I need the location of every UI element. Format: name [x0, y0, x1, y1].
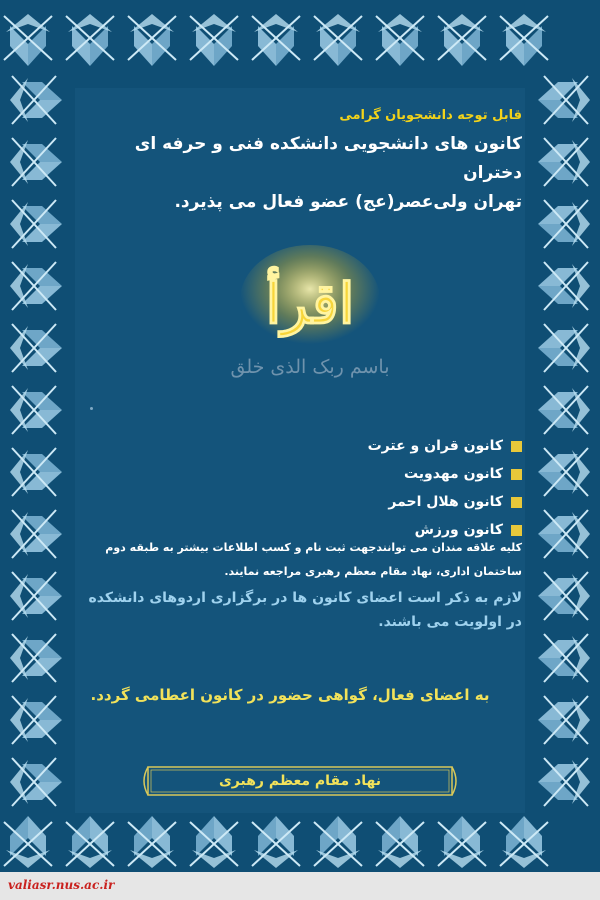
footer-organization: نهاد مقام معظم رهبری	[218, 773, 382, 789]
club-name: کانون هلال احمر	[388, 494, 503, 510]
border-motif-icon	[376, 816, 424, 868]
calligraphy-main: اقرأ	[265, 271, 355, 337]
border-motif-icon	[10, 138, 62, 186]
border-motif-icon	[128, 14, 176, 66]
notice-heading: قابل توجه دانشجویان گرامی	[339, 108, 522, 123]
border-motif-icon	[66, 14, 114, 66]
list-item	[222, 460, 522, 488]
club-name: کانون قران و عترت	[367, 438, 503, 454]
club-name: کانون مهدویت	[403, 466, 503, 482]
border-motif-icon	[538, 510, 590, 558]
priority-note-line-1: لازم به ذکر است اعضای کانون ها در برگزاری اردوهای دانشکده	[88, 590, 522, 606]
square-bullet-icon	[511, 441, 522, 452]
iqra-calligraphy	[225, 245, 395, 395]
border-motif-icon	[538, 634, 590, 682]
border-motif-icon	[10, 572, 62, 620]
border-motif-icon	[538, 200, 590, 248]
square-bullet-icon	[511, 469, 522, 480]
priority-note	[82, 586, 522, 634]
border-motif-icon	[500, 816, 548, 868]
registration-info-line-2: ساختمان اداری، نهاد مقام معظم رهبری مراجعه نمایند.	[224, 565, 522, 578]
club-list	[222, 432, 522, 544]
border-motif-icon	[500, 14, 548, 66]
border-motif-icon	[538, 696, 590, 744]
border-motif-icon	[190, 816, 238, 868]
border-motif-icon	[10, 448, 62, 496]
border-motif-icon	[538, 758, 590, 806]
border-motif-icon	[314, 816, 362, 868]
border-motif-icon	[10, 696, 62, 744]
border-motif-icon	[538, 76, 590, 124]
border-motif-icon	[538, 572, 590, 620]
border-motif-icon	[538, 324, 590, 372]
square-bullet-icon	[511, 497, 522, 508]
border-motif-icon	[10, 634, 62, 682]
registration-info	[82, 536, 522, 584]
border-motif-icon	[538, 448, 590, 496]
border-motif-icon	[10, 510, 62, 558]
border-motif-icon	[376, 14, 424, 66]
border-motif-icon	[438, 816, 486, 868]
border-motif-icon	[438, 14, 486, 66]
list-item	[222, 432, 522, 460]
headline	[82, 130, 522, 217]
club-name: کانون ورزش	[414, 522, 503, 538]
border-motif-icon	[4, 816, 52, 868]
border-motif-icon	[190, 14, 238, 66]
border-motif-icon	[10, 386, 62, 434]
square-bullet-icon	[511, 525, 522, 536]
border-motif-icon	[252, 816, 300, 868]
border-motif-icon	[10, 76, 62, 124]
border-motif-icon	[252, 14, 300, 66]
decorative-dot	[90, 407, 93, 410]
border-motif-icon	[66, 816, 114, 868]
border-motif-icon	[314, 14, 362, 66]
border-motif-icon	[538, 262, 590, 310]
border-motif-icon	[10, 262, 62, 310]
headline-line-1: کانون های دانشجویی دانشکده فنی و حرفه ای دختران	[134, 134, 522, 183]
list-item	[222, 488, 522, 516]
border-motif-icon	[128, 816, 176, 868]
border-motif-icon	[10, 758, 62, 806]
calligraphy-subtitle: باسم ربک الذی خلق	[230, 356, 390, 378]
priority-note-line-2: در اولویت می باشند.	[378, 614, 522, 630]
website-link[interactable]: valiasr.nus.ac.ir	[8, 878, 115, 892]
border-motif-icon	[4, 14, 52, 66]
border-motif-icon	[10, 200, 62, 248]
border-motif-icon	[538, 386, 590, 434]
border-motif-icon	[10, 324, 62, 372]
closing-message: به اعضای فعال، گواهی حضور در کانون اعطامی گردد.	[90, 686, 490, 704]
headline-line-2: تهران ولی‌عصر(عج) عضو فعال می پذیرد.	[174, 192, 522, 212]
registration-info-line-1: کلیه علاقه مندان می توانندجهت ثبت نام و کسب اطلاعات بیشتر به طبقه دوم	[105, 541, 522, 554]
border-motif-icon	[538, 138, 590, 186]
